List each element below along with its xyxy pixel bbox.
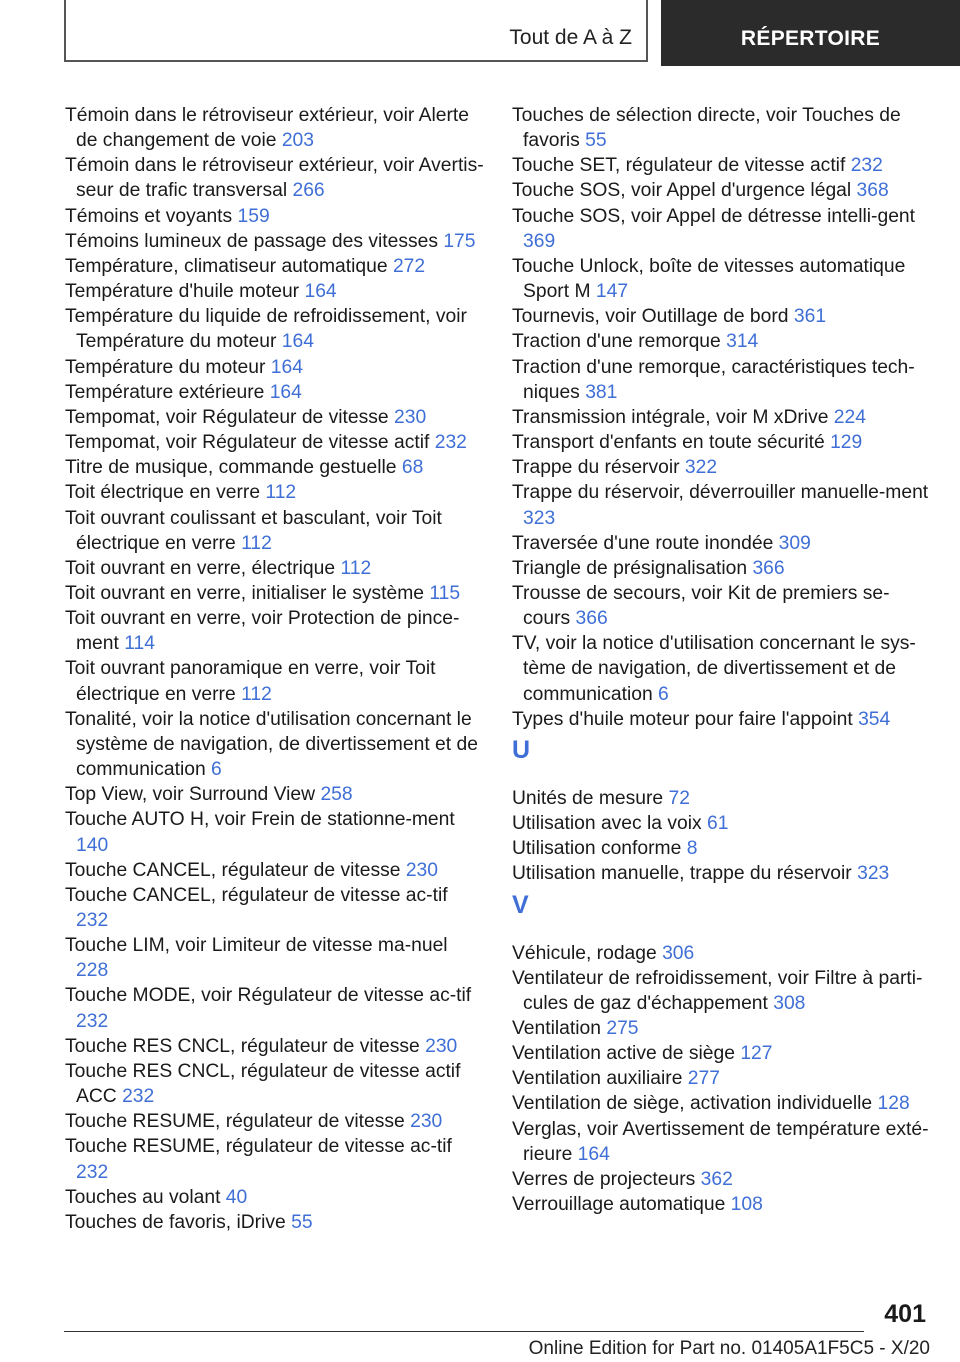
entry-text: Titre de musique, commande gestuelle: [65, 457, 397, 479]
entry-page-link[interactable]: 112: [265, 482, 297, 504]
index-group-v: [512, 941, 932, 1218]
entry-page-link[interactable]: 258: [320, 784, 353, 806]
entry-text: Température du liquide de refroidissement, voir Température du moteur: [65, 306, 467, 353]
index-entry: [512, 153, 932, 178]
index-entry: [512, 966, 932, 1016]
index-entry: [65, 606, 485, 656]
index-entry: [65, 204, 485, 229]
index-entry: [65, 556, 485, 581]
entry-page-link[interactable]: 266: [292, 180, 325, 202]
index-entry: [65, 455, 485, 480]
entry-page-link[interactable]: 112: [241, 683, 272, 705]
footer-divider: [64, 1331, 864, 1332]
letter-heading-v: V: [512, 890, 529, 919]
entry-text: Ventilation de siège, activation individuelle: [512, 1093, 873, 1115]
entry-page-link[interactable]: 369: [523, 230, 556, 252]
index-entry: [65, 656, 485, 706]
index-entry: [512, 1016, 932, 1041]
entry-text: Utilisation conforme: [512, 838, 682, 860]
index-entry: [65, 581, 485, 606]
entry-text: Température d'huile moteur: [65, 281, 300, 303]
entry-page-link[interactable]: 366: [752, 557, 785, 579]
entry-text: Tempomat, voir Régulateur de vitesse: [65, 406, 389, 428]
index-group-u: [512, 786, 932, 887]
entry-text: Touche RESUME, régulateur de vitesse: [65, 1111, 405, 1133]
section-title: Tout de A à Z: [509, 26, 632, 49]
index-entry: [65, 1134, 485, 1184]
entry-page-link[interactable]: 112: [340, 557, 372, 579]
index-entry: [65, 254, 485, 279]
entry-text: Trousse de secours, voir Kit de premiers se-cours: [512, 582, 890, 630]
entry-text: Témoins lumineux de passage des vitesses: [65, 230, 438, 252]
index-entry: [65, 933, 485, 983]
entry-text: Touches de favoris, iDrive: [65, 1211, 286, 1233]
index-entry: [512, 455, 932, 480]
index-entry: [65, 1210, 485, 1235]
index-entry: [512, 631, 932, 706]
entry-page-link[interactable]: 306: [662, 942, 695, 964]
index-entry: [512, 1167, 932, 1192]
entry-text: Traction d'une remorque, caractéristiques tech-niques: [512, 356, 915, 403]
entry-page-link[interactable]: 381: [585, 381, 618, 403]
entry-page-link[interactable]: 230: [410, 1111, 443, 1133]
index-entry: [512, 531, 932, 556]
entry-text: Top View, voir Surround View: [65, 784, 316, 806]
entry-text: Unités de mesure: [512, 787, 664, 809]
index-entry: [65, 405, 485, 430]
index-entry: [512, 329, 932, 354]
entry-page-link[interactable]: 108: [730, 1194, 763, 1216]
entry-page-link[interactable]: 55: [585, 130, 607, 152]
entry-text: Transmission intégrale, voir M xDrive: [512, 406, 829, 428]
entry-page-link[interactable]: 366: [575, 608, 608, 630]
entry-page-link[interactable]: 175: [443, 230, 476, 252]
index-entry: [65, 380, 485, 405]
index-entry: [512, 811, 932, 836]
index-entry: [512, 1117, 932, 1167]
entry-page-link[interactable]: 323: [523, 507, 556, 529]
entry-text: Touche SOS, voir Appel de détresse intelli-gent: [512, 205, 915, 227]
index-entry: [512, 254, 932, 304]
entry-page-link[interactable]: 361: [793, 306, 827, 328]
entry-page-link[interactable]: 368: [856, 180, 889, 202]
entry-text: Traction d'une remorque: [512, 331, 721, 353]
entry-text: Touche RES CNCL, régulateur de vitesse: [65, 1035, 420, 1057]
index-entry: [65, 782, 485, 807]
entry-page-link[interactable]: 314: [726, 331, 759, 353]
index-entry: [512, 405, 932, 430]
index-entry: [512, 304, 932, 329]
index-entry: [65, 883, 485, 933]
entry-page-link[interactable]: 232: [122, 1086, 155, 1108]
index-entry: [512, 836, 932, 861]
index-entry: [512, 103, 932, 153]
entry-page-link[interactable]: 230: [425, 1035, 458, 1057]
index-entry: [65, 983, 485, 1033]
entry-text: Ventilation: [512, 1018, 601, 1039]
entry-page-link[interactable]: 272: [392, 255, 426, 277]
index-column-right: [512, 103, 932, 1217]
index-entry: [512, 861, 932, 886]
entry-page-link[interactable]: 164: [304, 281, 337, 303]
index-entry: [65, 1034, 485, 1059]
index-entry: [65, 858, 485, 883]
entry-text: Température du moteur: [65, 356, 266, 378]
index-entry: [512, 1091, 932, 1116]
index-entry: [512, 1192, 932, 1217]
page-header: [64, 0, 960, 66]
index-entry: [65, 430, 485, 455]
entry-text: Touche SET, régulateur de vitesse actif: [512, 155, 846, 177]
entry-text: Types d'huile moteur pour faire l'appoint: [512, 708, 853, 730]
index-entry: [65, 229, 485, 254]
index-entry: [65, 1109, 485, 1134]
index-column-left: [65, 103, 485, 1235]
entry-page-link[interactable]: 323: [857, 863, 890, 885]
entry-text: Touche CANCEL, régulateur de vitesse ac-tif: [65, 884, 448, 906]
index-entry: [512, 178, 932, 203]
entry-page-link[interactable]: 128: [877, 1093, 910, 1115]
entry-page-link[interactable]: 115: [429, 582, 461, 604]
entry-text: Touches au volant: [65, 1186, 221, 1208]
entry-text: Tonalité, voir la notice d'utilisation concernant le système de navigation, de divertissement et de communication: [65, 708, 478, 781]
entry-text: Ventilation auxiliaire: [512, 1068, 683, 1090]
entry-page-link[interactable]: 203: [281, 130, 314, 152]
index-entry: [65, 103, 485, 153]
entry-page-link[interactable]: 147: [595, 281, 629, 303]
entry-text: Toit ouvrant en verre, électrique: [65, 557, 336, 579]
entry-text: Toit ouvrant coulissant et basculant, voir Toit électrique en verre: [65, 507, 442, 554]
index-entry: [65, 506, 485, 556]
entry-text: Utilisation avec la voix: [512, 813, 702, 835]
entry-page-link[interactable]: 164: [270, 356, 303, 378]
index-entry: [512, 707, 932, 732]
index-entry: [65, 153, 485, 203]
index-entry: [65, 355, 485, 380]
entry-page-link[interactable]: 114: [124, 633, 155, 655]
entry-page-link[interactable]: 232: [850, 155, 883, 177]
entry-page-link[interactable]: 362: [700, 1168, 733, 1190]
entry-page-link[interactable]: 224: [833, 406, 866, 428]
entry-page-link[interactable]: 309: [778, 532, 811, 554]
entry-text: Ventilation active de siège: [512, 1043, 735, 1065]
entry-text: Trappe du réservoir, déverrouiller manuelle-ment: [512, 482, 929, 504]
entry-page-link[interactable]: 322: [684, 457, 718, 479]
entry-text: Témoin dans le rétroviseur extérieur, voir Avertis-seur de trafic transversal: [65, 155, 484, 202]
entry-page-link[interactable]: 232: [76, 1161, 109, 1183]
entry-text: Touche CANCEL, régulateur de vitesse: [65, 859, 401, 881]
index-entry: [512, 355, 932, 405]
entry-text: Traversée d'une route inondée: [512, 532, 774, 554]
index-entry: [65, 807, 485, 857]
entry-text: Touche SOS, voir Appel d'urgence légal: [512, 180, 852, 202]
letter-heading-u: U: [512, 735, 531, 764]
entry-text: Triangle de présignalisation: [512, 557, 748, 579]
entry-text: Véhicule, rodage: [512, 942, 657, 964]
entry-page-link[interactable]: 230: [394, 406, 427, 428]
index-entry: [512, 480, 932, 530]
entry-text: Trappe du réservoir: [512, 457, 680, 479]
chapter-title: RÉPERTOIRE: [740, 27, 881, 50]
entry-text: Touches de sélection directe, voir Touches de favoris: [512, 105, 901, 152]
entry-text: Touche MODE, voir Régulateur de vitesse ac-tif: [65, 985, 472, 1007]
entry-text: TV, voir la notice d'utilisation concernant le sys-tème de navigation, de divertissement et de communication: [512, 633, 916, 705]
entry-page-link[interactable]: 6: [211, 759, 222, 781]
entry-page-link[interactable]: 277: [687, 1068, 720, 1090]
page-number: 401: [884, 1300, 926, 1328]
entry-text: Touche AUTO H, voir Frein de stationne-ment: [65, 809, 455, 831]
index-entry: [65, 1185, 485, 1210]
entry-text: Transport d'enfants en toute sécurité: [512, 432, 825, 454]
entry-text: Touche RESUME, régulateur de vitesse ac-tif: [65, 1136, 452, 1158]
entry-text: Toit ouvrant en verre, initialiser le système: [65, 582, 424, 604]
index-entry: [512, 1041, 932, 1066]
index-entry: [512, 581, 932, 631]
entry-text: Touche LIM, voir Limiteur de vitesse ma-nuel: [65, 935, 448, 957]
entry-text: Température, climatiseur automatique: [65, 255, 388, 277]
index-entry: [65, 304, 485, 354]
entry-text: Touche RES CNCL, régulateur de vitesse actif ACC: [65, 1060, 461, 1108]
entry-page-link[interactable]: 127: [740, 1043, 773, 1065]
entry-page-link[interactable]: 40: [225, 1186, 248, 1208]
entry-text: Température extérieure: [65, 381, 265, 403]
entry-text: Toit ouvrant en verre, voir Protection de pince-ment: [65, 608, 460, 655]
entry-page-link[interactable]: 228: [76, 960, 109, 982]
entry-page-link[interactable]: 129: [830, 432, 863, 454]
entry-page-link[interactable]: 61: [707, 813, 729, 835]
entry-page-link[interactable]: 354: [858, 708, 891, 730]
entry-text: Verglas, voir Avertissement de température exté-rieure: [512, 1118, 929, 1165]
entry-page-link[interactable]: 275: [606, 1018, 639, 1039]
index-entry: [65, 279, 485, 304]
entry-text: Témoin dans le rétroviseur extérieur, voir Alerte de changement de voie: [65, 105, 470, 152]
entry-page-link[interactable]: 232: [76, 1010, 109, 1032]
entry-text: Utilisation manuelle, trappe du réservoir: [512, 863, 852, 885]
entry-page-link[interactable]: 55: [291, 1211, 313, 1233]
section-tab: [64, 0, 648, 62]
entry-text: Toit ouvrant panoramique en verre, voir Toit électrique en verre: [65, 658, 436, 705]
entry-text: Ventilateur de refroidissement, voir Filtre à parti-cules de gaz d'échappement: [512, 967, 923, 1014]
index-entry: [512, 204, 932, 254]
entry-text: Tournevis, voir Outillage de bord: [512, 306, 789, 328]
entry-page-link[interactable]: 72: [668, 787, 690, 809]
entry-page-link[interactable]: 230: [405, 859, 438, 881]
index-entry: [65, 480, 485, 505]
entry-text: Verres de projecteurs: [512, 1168, 696, 1190]
footer-edition: Online Edition for Part no. 01405A1F5C5 - X/20: [528, 1338, 930, 1359]
entry-page-link[interactable]: 164: [269, 381, 302, 403]
chapter-tab: [661, 0, 960, 66]
entry-text: Toit électrique en verre: [65, 482, 261, 504]
index-entry: [65, 1059, 485, 1109]
entry-page-link[interactable]: 164: [577, 1143, 610, 1165]
entry-page-link[interactable]: 68: [401, 457, 424, 479]
index-entry: [65, 707, 485, 782]
entry-page-link[interactable]: 112: [241, 532, 272, 554]
entry-text: Tempomat, voir Régulateur de vitesse actif: [65, 432, 430, 454]
entry-page-link[interactable]: 159: [237, 205, 270, 227]
entry-text: Témoins et voyants: [65, 205, 233, 227]
index-entry: [512, 1066, 932, 1091]
index-group-t: [512, 103, 932, 732]
entry-text: Touche Unlock, boîte de vitesses automatique Sport M: [512, 255, 906, 303]
entry-page-link[interactable]: 8: [686, 838, 698, 860]
index-entry: [512, 941, 932, 966]
entry-page-link[interactable]: 232: [76, 910, 109, 931]
entry-page-link[interactable]: 140: [76, 834, 109, 856]
entry-text: Verrouillage automatique: [512, 1194, 726, 1216]
index-entry: [512, 786, 932, 811]
index-entry: [512, 556, 932, 581]
entry-page-link[interactable]: 308: [773, 992, 806, 1014]
entry-page-link[interactable]: 232: [434, 432, 467, 454]
entry-page-link[interactable]: 6: [658, 683, 669, 705]
index-entry: [512, 430, 932, 455]
entry-page-link[interactable]: 164: [281, 331, 314, 353]
